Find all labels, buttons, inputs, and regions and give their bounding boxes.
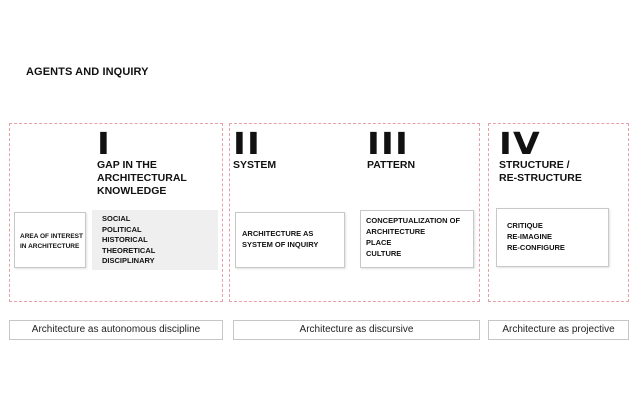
structure-box-line: RE-CONFIGURE xyxy=(507,243,565,252)
footer-autonomous: Architecture as autonomous discipline xyxy=(9,320,223,340)
interest-box-line: IN ARCHITECTURE xyxy=(20,243,80,250)
structure-box-line: CRITIQUE xyxy=(507,221,543,230)
section-ii-numeral: II xyxy=(233,127,261,162)
section-iii-heading xyxy=(367,159,415,172)
section-iv-numeral: IV xyxy=(499,127,541,162)
factor-item: THEORETICAL xyxy=(102,245,156,255)
pattern-box-line: CULTURE xyxy=(366,249,402,258)
section-iii-heading-line: PATTERN xyxy=(367,159,416,171)
interest-box-line: AREA OF INTEREST xyxy=(20,233,83,240)
section-iii-numeral: III xyxy=(367,127,409,162)
pattern-box-line: PLACE xyxy=(366,238,392,247)
structure-box xyxy=(496,208,609,267)
section-i-heading-line: GAP IN THE xyxy=(97,159,157,171)
section-iv-heading xyxy=(499,159,582,185)
system-box-line: SYSTEM OF INQUIRY xyxy=(242,240,319,249)
pattern-box xyxy=(360,210,474,268)
page-title: AGENTS AND INQUIRY xyxy=(26,66,149,78)
section-i-numeral: I xyxy=(97,127,111,162)
section-iv-heading-line: RE-STRUCTURE xyxy=(499,172,582,184)
structure-box-line: RE-IMAGINE xyxy=(507,232,552,241)
factor-item: HISTORICAL xyxy=(102,235,148,244)
factor-item: POLITICAL xyxy=(102,224,142,234)
factors-box xyxy=(92,210,218,270)
section-i-heading xyxy=(97,159,187,198)
factor-item: DISCIPLINARY xyxy=(102,256,155,265)
section-i-heading-line: KNOWLEDGE xyxy=(97,185,167,197)
pattern-box-line: ARCHITECTURE xyxy=(366,227,426,236)
footer-projective: Architecture as projective xyxy=(488,320,629,340)
section-i-heading-line: ARCHITECTURAL xyxy=(97,172,187,184)
footer-discursive: Architecture as discursive xyxy=(233,320,480,340)
pattern-box-line: CONCEPTUALIZATION OF xyxy=(366,216,461,225)
section-ii-heading xyxy=(233,159,276,172)
factor-item: SOCIAL xyxy=(102,214,131,223)
interest-box xyxy=(14,212,86,268)
system-box-line: ARCHITECTURE AS xyxy=(242,229,314,238)
section-ii-heading-line: SYSTEM xyxy=(233,159,277,171)
section-iv-heading-line: STRUCTURE / xyxy=(499,159,570,171)
system-box xyxy=(235,212,345,268)
